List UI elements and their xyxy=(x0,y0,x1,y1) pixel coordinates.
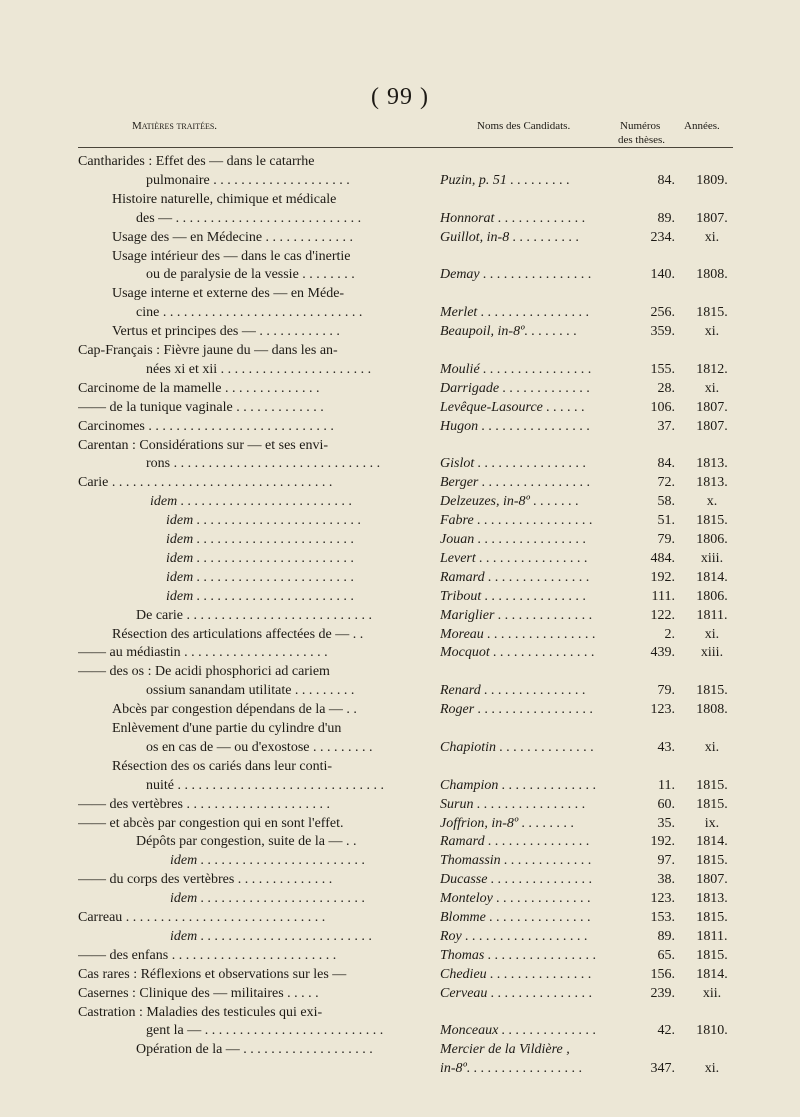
year-cell: ix. xyxy=(704,815,720,831)
subject-cell: pulmonaire . . . . . . . . . . . . . . . . . . . . xyxy=(146,172,350,188)
subject-cell: nuité . . . . . . . . . . . . . . . . . . . . . . . . . . . . . . xyxy=(146,777,384,793)
candidate-cell: Monceaux . . . . . . . . . . . . . . xyxy=(440,1023,597,1039)
subject-cell: idem . . . . . . . . . . . . . . . . . . . . . . . . xyxy=(170,891,366,907)
table-row xyxy=(0,398,800,417)
candidate-cell: Renard . . . . . . . . . . . . . . . xyxy=(440,683,586,699)
table-row xyxy=(0,454,800,473)
year-cell: 1807. xyxy=(696,872,728,888)
table-row xyxy=(0,417,800,436)
table-row xyxy=(0,152,800,171)
year-cell: xi. xyxy=(704,1061,720,1077)
candidate-cell: Blomme . . . . . . . . . . . . . . . xyxy=(440,910,591,925)
table-row xyxy=(0,228,800,247)
thesis-number-cell: 106. xyxy=(650,399,675,415)
year-cell: 1807. xyxy=(696,210,728,226)
table-row xyxy=(0,473,800,492)
year-cell: 1815. xyxy=(696,513,728,529)
candidate-cell: Honnorat . . . . . . . . . . . . . xyxy=(440,210,586,226)
table-row xyxy=(0,965,800,984)
table-row xyxy=(0,1059,800,1078)
table-row xyxy=(0,908,800,927)
year-cell: xiii. xyxy=(700,550,724,566)
subject-cell: idem . . . . . . . . . . . . . . . . . . . . . . . xyxy=(166,532,355,547)
year-cell: xi. xyxy=(704,739,720,755)
header-number: Numéros xyxy=(620,120,661,132)
year-cell: 1814. xyxy=(696,834,728,850)
subject-cell: Résection des articulations affectées de — . . xyxy=(112,626,364,642)
table-row xyxy=(0,360,800,379)
subject-cell: —— du corps des vertèbres . . . . . . . . . . . . . . xyxy=(78,872,333,888)
candidate-cell: Demay . . . . . . . . . . . . . . . . xyxy=(440,267,592,283)
candidate-cell: Darrigade . . . . . . . . . . . . . xyxy=(440,380,591,396)
thesis-number-cell: 84. xyxy=(657,172,675,188)
subject-cell: idem . . . . . . . . . . . . . . . . . . . . . . . xyxy=(166,550,355,566)
table-row xyxy=(0,738,800,757)
year-cell: xi. xyxy=(704,229,720,245)
thesis-number-cell: 155. xyxy=(650,361,675,377)
subject-cell: Carreau . . . . . . . . . . . . . . . . . . . . . . . . . . . . . xyxy=(78,910,326,925)
subject-cell: Carcinomes . . . . . . . . . . . . . . . . . . . . . . . . . . . xyxy=(78,418,334,434)
candidate-cell: Joffrion, in-8º . . . . . . . . xyxy=(440,815,575,831)
table-row xyxy=(0,606,800,625)
table-row xyxy=(0,643,800,662)
thesis-number-cell: 79. xyxy=(657,683,675,699)
thesis-number-cell: 28. xyxy=(657,380,675,396)
candidate-cell: Surun . . . . . . . . . . . . . . . . xyxy=(440,796,586,812)
subject-cell: nées xi et xii . . . . . . . . . . . . . . . . . . . . . . xyxy=(146,361,372,377)
thesis-number-cell: 192. xyxy=(650,569,675,585)
table-row xyxy=(0,322,800,341)
candidate-cell: Mocquot . . . . . . . . . . . . . . . xyxy=(440,645,595,661)
header-number-sub: des thèses. xyxy=(618,134,666,146)
subject-cell: Usage intérieur des — dans le cas d'inertie xyxy=(112,248,351,264)
subject-cell: idem . . . . . . . . . . . . . . . . . . . . . . . . xyxy=(166,513,362,529)
candidate-cell: Berger . . . . . . . . . . . . . . . . xyxy=(440,475,591,491)
table-row xyxy=(0,511,800,530)
header-subject: Matières traitées. xyxy=(132,120,218,132)
candidate-cell: Cerveau . . . . . . . . . . . . . . . xyxy=(440,985,593,1001)
candidate-cell: Puzin, p. 51 . . . . . . . . . xyxy=(440,172,570,188)
thesis-number-cell: 347. xyxy=(650,1061,675,1077)
subject-cell: idem . . . . . . . . . . . . . . . . . . . . . . . . xyxy=(170,853,366,869)
subject-cell: Enlèvement d'une partie du cylindre d'un xyxy=(112,721,342,736)
subject-cell: Abcès par congestion dépendans de la — . . xyxy=(112,702,357,718)
year-cell: 1814. xyxy=(696,569,728,585)
year-cell: 1808. xyxy=(696,702,728,718)
subject-cell: Histoire naturelle, chimique et médicale xyxy=(112,191,337,207)
table-row xyxy=(0,795,800,814)
table-row xyxy=(0,530,800,549)
subject-cell: os en cas de — ou d'exostose . . . . . . . . . xyxy=(146,739,373,755)
thesis-number-cell: 256. xyxy=(650,305,675,321)
thesis-number-cell: 2. xyxy=(664,626,675,642)
candidate-cell: Ramard . . . . . . . . . . . . . . . xyxy=(440,569,590,585)
year-cell: 1813. xyxy=(696,891,728,907)
table-row xyxy=(0,587,800,606)
table-row xyxy=(0,776,800,795)
table-row xyxy=(0,984,800,1003)
thesis-number-cell: 192. xyxy=(650,834,675,850)
table-row xyxy=(0,662,800,681)
thesis-number-cell: 439. xyxy=(650,645,675,661)
candidate-cell: Hugon . . . . . . . . . . . . . . . . xyxy=(440,418,591,434)
table-row xyxy=(0,1021,800,1040)
thesis-number-cell: 65. xyxy=(657,947,675,963)
thesis-number-cell: 38. xyxy=(657,872,675,888)
subject-cell: idem . . . . . . . . . . . . . . . . . . . . . . . . . xyxy=(170,928,373,944)
thesis-number-cell: 484. xyxy=(650,550,675,566)
subject-cell: ossium sanandam utilitate . . . . . . . . . xyxy=(146,683,355,699)
table-row xyxy=(0,492,800,511)
table-row xyxy=(0,209,800,228)
thesis-number-cell: 51. xyxy=(657,513,675,529)
thesis-number-cell: 35. xyxy=(657,815,675,831)
candidate-cell: Delzeuzes, in-8º . . . . . . . xyxy=(440,494,579,510)
table-row xyxy=(0,247,800,266)
year-cell: xi. xyxy=(704,380,720,396)
thesis-number-cell: 239. xyxy=(650,985,675,1001)
subject-cell: Cap-Français : Fièvre jaune du — dans les an- xyxy=(78,343,338,358)
year-cell: 1815. xyxy=(696,683,728,699)
candidate-cell: Monteloy . . . . . . . . . . . . . . xyxy=(440,891,591,907)
table-row xyxy=(0,832,800,851)
thesis-number-cell: 234. xyxy=(650,229,675,245)
candidate-cell: Chedieu . . . . . . . . . . . . . . . xyxy=(440,966,592,982)
subject-cell: Carcinome de la mamelle . . . . . . . . . . . . . . xyxy=(78,380,320,396)
header-candidate: Noms des Candidats. xyxy=(477,120,571,132)
thesis-number-cell: 97. xyxy=(657,853,675,869)
subject-cell: —— au médiastin . . . . . . . . . . . . . . . . . . . . . xyxy=(78,645,328,661)
candidate-cell: Ramard . . . . . . . . . . . . . . . xyxy=(440,834,590,850)
year-cell: 1809. xyxy=(696,172,728,188)
table-row xyxy=(0,171,800,190)
thesis-number-cell: 79. xyxy=(657,532,675,547)
thesis-number-cell: 60. xyxy=(657,796,675,812)
candidate-cell: Champion . . . . . . . . . . . . . . xyxy=(440,777,597,793)
candidate-cell: Tribout . . . . . . . . . . . . . . . xyxy=(440,588,587,604)
thesis-number-cell: 84. xyxy=(657,456,675,472)
table-row xyxy=(0,303,800,322)
table-row xyxy=(0,870,800,889)
subject-cell: Usage des — en Médecine . . . . . . . . . . . . . xyxy=(112,229,354,245)
year-cell: 1815. xyxy=(696,910,728,925)
subject-cell: Carentan : Considérations sur — et ses envi- xyxy=(78,437,329,453)
table-row xyxy=(0,568,800,587)
subject-cell: —— et abcès par congestion qui en sont l'effet. xyxy=(78,815,344,831)
candidate-cell: Beaupoil, in-8º. . . . . . . . xyxy=(440,324,577,340)
year-cell: 1806. xyxy=(696,588,728,604)
year-cell: 1815. xyxy=(696,305,728,321)
year-cell: 1815. xyxy=(696,853,728,869)
year-cell: 1811. xyxy=(696,607,728,623)
candidate-cell: Mercier de la Vildière , xyxy=(440,1042,570,1058)
table-row xyxy=(0,681,800,700)
year-cell: xi. xyxy=(704,324,720,340)
year-cell: 1813. xyxy=(696,475,728,491)
subject-cell: Cas rares : Réflexions et observations sur les — xyxy=(78,966,347,982)
subject-cell: Castration : Maladies des testicules qui exi- xyxy=(78,1004,323,1020)
year-cell: 1812. xyxy=(696,361,728,377)
year-cell: 1815. xyxy=(696,947,728,963)
subject-cell: —— des os : De acidi phosphorici ad cariem xyxy=(78,664,330,680)
year-cell: 1806. xyxy=(696,532,728,547)
candidate-cell: Thomas . . . . . . . . . . . . . . . . xyxy=(440,947,597,963)
subject-cell: —— de la tunique vaginale . . . . . . . . . . . . . xyxy=(78,399,324,415)
table-row xyxy=(0,341,800,360)
table-row xyxy=(0,946,800,965)
subject-cell: idem . . . . . . . . . . . . . . . . . . . . . . . xyxy=(166,569,355,585)
table-row xyxy=(0,1040,800,1059)
subject-cell: des — . . . . . . . . . . . . . . . . . . . . . . . . . . . xyxy=(136,210,362,226)
candidate-cell: Levert . . . . . . . . . . . . . . . . xyxy=(440,550,588,566)
subject-cell: Cantharides : Effet des — dans le catarrhe xyxy=(78,154,315,169)
candidate-cell: Jouan . . . . . . . . . . . . . . . . xyxy=(440,532,587,547)
thesis-number-cell: 58. xyxy=(657,494,675,510)
year-cell: 1815. xyxy=(696,796,728,812)
candidate-cell: Merlet . . . . . . . . . . . . . . . . xyxy=(440,305,590,321)
subject-cell: cine . . . . . . . . . . . . . . . . . . . . . . . . . . . . . xyxy=(136,305,363,321)
subject-cell: —— des vertèbres . . . . . . . . . . . . . . . . . . . . . xyxy=(78,796,330,812)
year-cell: xii. xyxy=(702,985,722,1001)
year-cell: 1808. xyxy=(696,267,728,283)
header-rule xyxy=(78,147,733,148)
subject-cell: ou de paralysie de la vessie . . . . . . . . xyxy=(146,267,355,283)
candidate-cell: Roger . . . . . . . . . . . . . . . . . xyxy=(440,702,594,718)
thesis-number-cell: 111. xyxy=(651,588,675,604)
thesis-number-cell: 11. xyxy=(658,777,675,793)
table-row xyxy=(0,700,800,719)
subject-cell: Vertus et principes des — . . . . . . . . . . . . xyxy=(112,324,340,340)
subject-cell: Casernes : Clinique des — militaires . . . . . xyxy=(78,985,319,1001)
subject-cell: Usage interne et externe des — en Méde- xyxy=(112,286,345,302)
page-number: ( 99 ) xyxy=(371,84,429,110)
table-row xyxy=(0,625,800,644)
table-row xyxy=(0,851,800,870)
candidate-cell: Ducasse . . . . . . . . . . . . . . . xyxy=(440,872,593,888)
thesis-number-cell: 153. xyxy=(650,910,675,925)
header-year: Années. xyxy=(684,120,720,132)
thesis-number-cell: 42. xyxy=(657,1023,675,1039)
candidate-cell: Moulié . . . . . . . . . . . . . . . . xyxy=(440,361,592,377)
table-row xyxy=(0,379,800,398)
subject-cell: Carie . . . . . . . . . . . . . . . . . . . . . . . . . . . . . . . . xyxy=(78,475,333,491)
candidate-cell: Thomassin . . . . . . . . . . . . . xyxy=(440,853,592,869)
thesis-number-cell: 140. xyxy=(650,267,675,283)
candidate-cell: Levêque-Lasource . . . . . . xyxy=(440,399,585,415)
subject-cell: Résection des os cariés dans leur conti- xyxy=(112,758,333,774)
thesis-number-cell: 156. xyxy=(650,966,675,982)
thesis-number-cell: 359. xyxy=(650,324,675,340)
candidate-cell: Guillot, in-8 . . . . . . . . . . xyxy=(440,229,580,245)
candidate-cell: Gislot . . . . . . . . . . . . . . . . xyxy=(440,456,587,472)
year-cell: x. xyxy=(706,494,718,510)
thesis-number-cell: 89. xyxy=(657,210,675,226)
table-row xyxy=(0,889,800,908)
table-row xyxy=(0,284,800,303)
candidate-cell: Roy . . . . . . . . . . . . . . . . . . xyxy=(440,928,588,944)
table-row xyxy=(0,265,800,284)
subject-cell: —— des enfans . . . . . . . . . . . . . . . . . . . . . . . . xyxy=(78,947,337,963)
subject-cell: Dépôts par congestion, suite de la — . . xyxy=(136,834,357,850)
table-row xyxy=(0,719,800,738)
table-row xyxy=(0,814,800,833)
thesis-number-cell: 123. xyxy=(650,702,675,718)
thesis-number-cell: 122. xyxy=(650,607,675,623)
candidate-cell: Chapiotin . . . . . . . . . . . . . . xyxy=(440,739,595,755)
table-row xyxy=(0,549,800,568)
year-cell: xiii. xyxy=(700,645,724,661)
thesis-number-cell: 43. xyxy=(657,739,675,755)
thesis-number-cell: 123. xyxy=(650,891,675,907)
thesis-number-cell: 89. xyxy=(657,928,675,944)
thesis-number-cell: 72. xyxy=(657,475,675,491)
year-cell: 1807. xyxy=(696,418,728,434)
year-cell: 1814. xyxy=(696,966,728,982)
subject-cell: idem . . . . . . . . . . . . . . . . . . . . . . . . . xyxy=(150,494,353,510)
thesis-number-cell: 37. xyxy=(657,418,675,434)
table-row xyxy=(0,190,800,209)
table-row xyxy=(0,1003,800,1022)
candidate-cell: Mariglier . . . . . . . . . . . . . . xyxy=(440,607,593,623)
year-cell: 1811. xyxy=(696,928,728,944)
year-cell: xi. xyxy=(704,626,720,642)
table-row xyxy=(0,436,800,455)
subject-cell: gent la — . . . . . . . . . . . . . . . . . . . . . . . . . . xyxy=(146,1023,384,1039)
year-cell: 1807. xyxy=(696,399,728,415)
candidate-cell: in-8º. . . . . . . . . . . . . . . . . xyxy=(440,1061,583,1077)
subject-cell: rons . . . . . . . . . . . . . . . . . . . . . . . . . . . . . . xyxy=(146,456,381,472)
subject-cell: De carie . . . . . . . . . . . . . . . . . . . . . . . . . . . xyxy=(136,607,373,623)
candidate-cell: Moreau . . . . . . . . . . . . . . . . xyxy=(440,626,596,642)
candidate-cell: Fabre . . . . . . . . . . . . . . . . . xyxy=(440,513,593,529)
table-row xyxy=(0,927,800,946)
year-cell: 1815. xyxy=(696,777,728,793)
year-cell: 1813. xyxy=(696,456,728,472)
subject-cell: idem . . . . . . . . . . . . . . . . . . . . . . . xyxy=(166,588,355,604)
year-cell: 1810. xyxy=(696,1023,728,1039)
table-row xyxy=(0,757,800,776)
subject-cell: Opération de la — . . . . . . . . . . . . . . . . . . . xyxy=(136,1042,373,1058)
